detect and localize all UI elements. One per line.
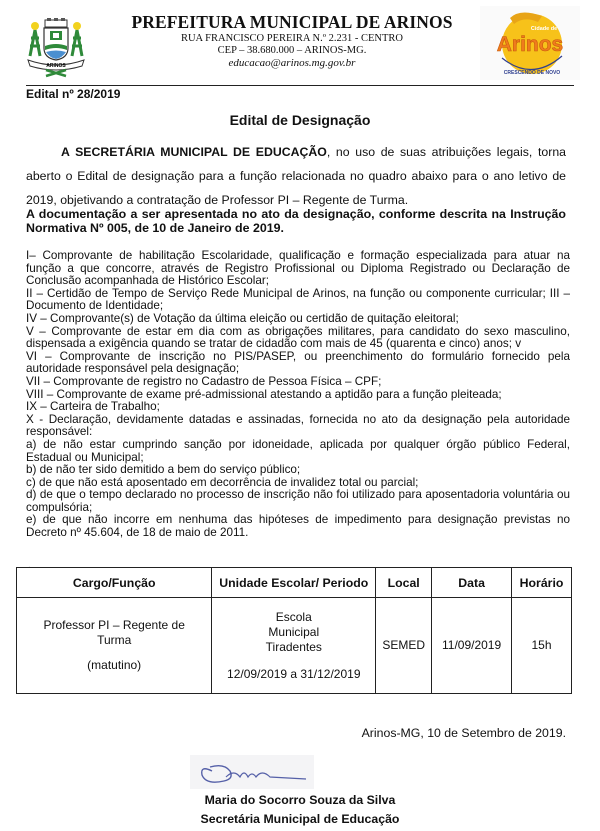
arinos-city-logo-icon: [480, 6, 580, 80]
table-row: [17, 598, 572, 694]
requirement-item: II – Certidão de Tempo de Serviço Rede Municipal de Arinos, na função ou componente curricular; III – Documento de Identidade;: [26, 286, 570, 313]
municipal-crest-icon: [26, 16, 86, 78]
svg-text:Silva: Silva: [250, 769, 253, 770]
header-data: Data: [432, 568, 512, 598]
cell-local: SEMED: [376, 598, 432, 694]
requirement-item: b) de não ter sido demitido a bem do serviço público;: [26, 463, 301, 477]
cell-data: 11/09/2019: [432, 598, 512, 694]
documentation-note: A documentação a ser apresentada no ato da designação, conforme descrita na Instrução Normativa Nº 005, de 10 de Janeiro de 2019.: [26, 207, 566, 235]
cell-cargo: [17, 598, 212, 694]
cell-horario: 15h: [512, 598, 572, 694]
requirement-item: I– Comprovante de habilitação Escolaridade, qualificação e formação especializada para atuar na função a que concorre, através de Registro Profissional ou Diploma Registrado ou Declaração de Conclusão acompanhada de Histórico Escolar;: [26, 249, 570, 288]
cell-unidade: [212, 598, 376, 694]
turno-text: (matutino): [87, 658, 142, 672]
intro-paragraph: [26, 140, 566, 212]
signatory-role: Secretária Municipal de Educação: [200, 812, 400, 826]
svg-text:Arinos: Arinos: [496, 33, 564, 56]
requirement-item: V – Comprovante de estar em dia com as obrigações militares, para candidato do sexo masculino, dispensada a exigência quando se tratar de cidadão com mais de 45 (quarenta e cinco) anos; v: [26, 324, 570, 351]
svg-text:ARINOS: ARINOS: [46, 63, 66, 69]
requirement-item: IV – Comprovante(s) de Votação da última eleição ou certidão de quitação eleitoral;: [26, 311, 459, 325]
requirement-item: c) de que não está aposentado em decorrência de invalidez total ou parcial;: [26, 475, 419, 489]
designation-table: [16, 567, 572, 694]
requirement-item: d) de que o tempo declarado no processo de inscrição não foi utilizado para aposentadoria voluntária ou compulsória;: [26, 488, 570, 514]
intro-text: , no uso de suas atribuições legais, torna aberto o Edital de designação para a função relacionada no quadro abaixo para o ano letivo de 2019, objetivando a contratação de Professor PI – Regente de Turma.: [26, 145, 566, 207]
header-unidade: Unidade Escolar/ Periodo: [212, 568, 376, 598]
requirement-item: VIII – Comprovante de exame pré-admissional atestando a aptidão para a função pleiteada;: [26, 387, 502, 401]
header-local: Local: [376, 568, 432, 598]
svg-text:CRESCENDO DE NOVO: CRESCENDO DE NOVO: [503, 70, 561, 76]
header-divider: [26, 85, 574, 86]
place-and-date: Arinos-MG, 10 de Setembro de 2019.: [361, 726, 566, 740]
requirement-item: IX – Carteira de Trabalho;: [26, 400, 160, 414]
table-header-row: [17, 568, 572, 598]
intro-lead: A SECRETÁRIA MUNICIPAL DE EDUCAÇÃO: [61, 145, 327, 159]
svg-text:Cidade de: Cidade de: [530, 26, 558, 32]
edital-number: Edital nº 28/2019: [26, 87, 121, 101]
org-address: RUA FRANCISCO PEREIRA N.º 2.231 - CENTRO: [180, 33, 404, 44]
requirement-item: VII – Comprovante de registro no Cadastro de Pessoa Física – CPF;: [26, 374, 382, 388]
requirement-item: e) de que não incorre em nenhuma das hipóteses de impedimento para designação previstas no Decreto nº 45.604, de 18 de maio de 2011.: [26, 513, 570, 540]
periodo-text: 12/09/2019 a 31/12/2019: [227, 666, 361, 681]
signature-scribble-icon: [190, 755, 314, 789]
unidade-text: Escola Municipal Tiradentes: [265, 609, 322, 654]
requirement-item: a) de não estar cumprindo sanção por idoneidade, aplicada por qualquer órgão público Federal, Estadual ou Municipal;: [26, 437, 570, 464]
requirement-item: X - Declaração, devidamente datadas e assinadas, fornecida no ato da designação pela autoridade responsável:: [26, 412, 570, 439]
cargo-text: Professor PI – Regente de Turma: [43, 618, 185, 647]
stray-dot: .: [28, 560, 31, 571]
requirement-item: VI – Comprovante de inscrição no PIS/PASEP, ou preenchimento do formulário fornecido pela autoridade responsável pela designação;: [26, 349, 570, 376]
header-horario: Horário: [512, 568, 572, 598]
org-email: educacao@arinos.mg.gov.br: [228, 57, 356, 69]
letterhead: [0, 0, 600, 86]
signatory-name: Maria do Socorro Souza da Silva: [204, 793, 396, 807]
header-cargo: Cargo/Função: [17, 568, 212, 598]
org-title: PREFEITURA MUNICIPAL DE ARINOS: [131, 12, 453, 32]
document-title: Edital de Designação: [229, 112, 371, 128]
org-cep: CEP – 38.680.000 – ARINOS-MG.: [217, 45, 367, 56]
requirements-list: [26, 250, 570, 540]
